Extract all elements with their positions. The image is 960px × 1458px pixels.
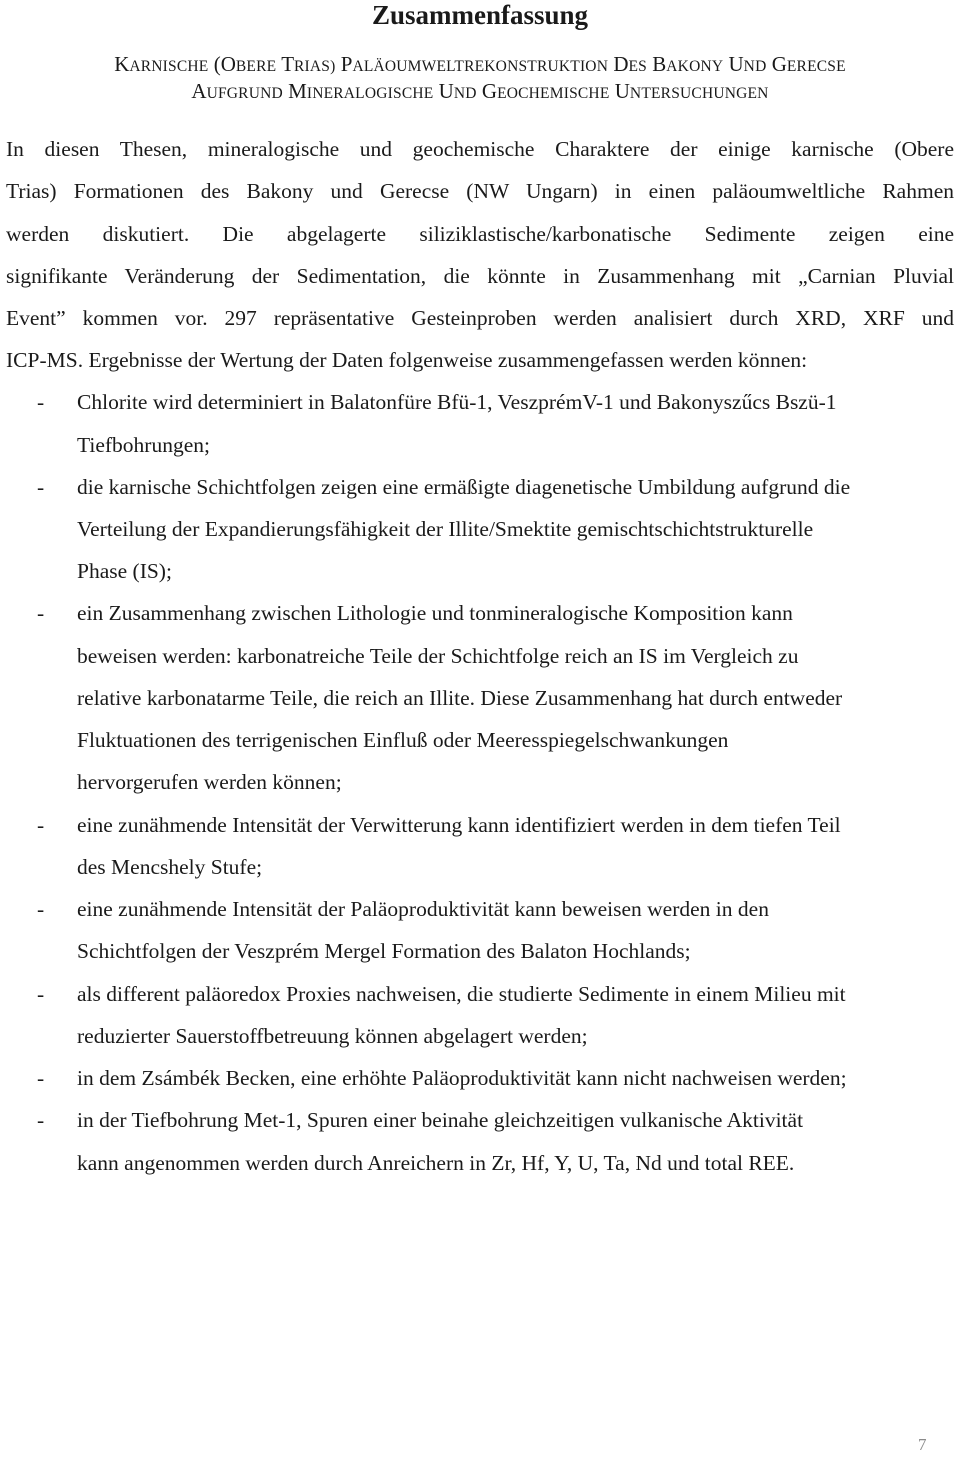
bullet-line: des Mencshely Stufe; xyxy=(77,855,263,879)
bullet-line: Fluktuationen des terrigenischen Einfluß oder Meeresspiegelschwankungen xyxy=(77,728,729,752)
bullet-line: Tiefbohrungen; xyxy=(77,433,210,457)
bullet-dash: - xyxy=(37,1066,45,1090)
bullet-dash: - xyxy=(37,475,45,499)
bullet-line: relative karbonatarme Teile, die reich an Illite. Diese Zusammenhang hat durch entweder xyxy=(77,686,843,710)
bullet-line: die karnische Schichtfolgen zeigen eine ermäßigte diagenetische Umbildung aufgrund die xyxy=(77,475,851,499)
bullet-dash: - xyxy=(37,982,45,1006)
subtitle-line-2: AUFGRUND MINERALOGISCHE UND GEOCHEMISCHE UNTERSUCHUNGEN xyxy=(191,79,769,103)
paragraph-line: werden diskutiert. Die abgelagerte siliziklastische/karbonatische Sedimente zeigen eine xyxy=(6,222,954,246)
page-title: Zusammenfassung xyxy=(371,0,589,30)
bullet-line: als different paläoredox Proxies nachweisen, die studierte Sedimente in einem Milieu mit xyxy=(77,982,846,1006)
bullet-dash: - xyxy=(37,897,45,921)
bullet-line: in der Tiefbohrung Met-1, Spuren einer beinahe gleichzeitigen vulkanische Aktivität xyxy=(77,1108,804,1132)
bullet-dash: - xyxy=(37,1108,45,1132)
page-number: 7 xyxy=(918,1435,927,1454)
paragraph-line: signifikante Veränderung der Sedimentation, die könnte in Zusammenhang mit „Carnian Pluvial xyxy=(6,264,954,288)
paragraph-line: In diesen Thesen, mineralogische und geochemische Charaktere der einige karnische (Obere xyxy=(6,137,954,161)
bullet-dash: - xyxy=(37,601,45,625)
paragraph-line: ICP-MS. Ergebnisse der Wertung der Daten folgenweise zusammengefassen werden können: xyxy=(6,348,808,372)
subtitle-line-1: KARNISCHE (OBERE TRIAS) PALÄOUMWELTREKONSTRUKTION DES BAKONY UND GERECSE xyxy=(114,52,846,76)
bullet-line: Chlorite wird determiniert in Balatonfüre Bfü-1, VeszprémV-1 und Bakonyszűcs Bszü-1 xyxy=(77,390,837,414)
bullet-dash: - xyxy=(37,390,45,414)
bullet-line: Verteilung der Expandierungsfähigkeit der Illite/Smektite gemischtschichtstrukturelle xyxy=(77,517,814,541)
paragraph-line: Trias) Formationen des Bakony und Gerecse (NW Ungarn) in einen paläoumweltliche Rahmen xyxy=(6,179,954,203)
bullet-line: beweisen werden: karbonatreiche Teile der Schichtfolge reich an IS im Vergleich zu xyxy=(77,644,799,668)
bullet-line: kann angenommen werden durch Anreichern in Zr, Hf, Y, U, Ta, Nd und total REE. xyxy=(77,1151,795,1175)
paragraph-line: Event” kommen vor. 297 repräsentative Gesteinproben werden analisiert durch XRD, XRF und xyxy=(6,306,954,330)
bullet-line: ein Zusammenhang zwischen Lithologie und tonmineralogische Komposition kann xyxy=(77,601,793,625)
bullet-line: Phase (IS); xyxy=(77,559,172,583)
bullet-line: eine zunähmende Intensität der Paläoproduktivität kann beweisen werden in den xyxy=(77,897,769,921)
bullet-line: Schichtfolgen der Veszprém Mergel Formation des Balaton Hochlands; xyxy=(77,939,691,963)
bullet-line: eine zunähmende Intensität der Verwitterung kann identifiziert werden in dem tiefen Teil xyxy=(77,813,841,837)
bullet-line: reduzierter Sauerstoffbetreuung können abgelagert werden; xyxy=(77,1024,588,1048)
bullet-line: in dem Zsámbék Becken, eine erhöhte Paläoproduktivität kann nicht nachweisen werden; xyxy=(77,1066,847,1090)
bullet-line: hervorgerufen werden können; xyxy=(77,770,342,794)
bullet-dash: - xyxy=(37,813,45,837)
